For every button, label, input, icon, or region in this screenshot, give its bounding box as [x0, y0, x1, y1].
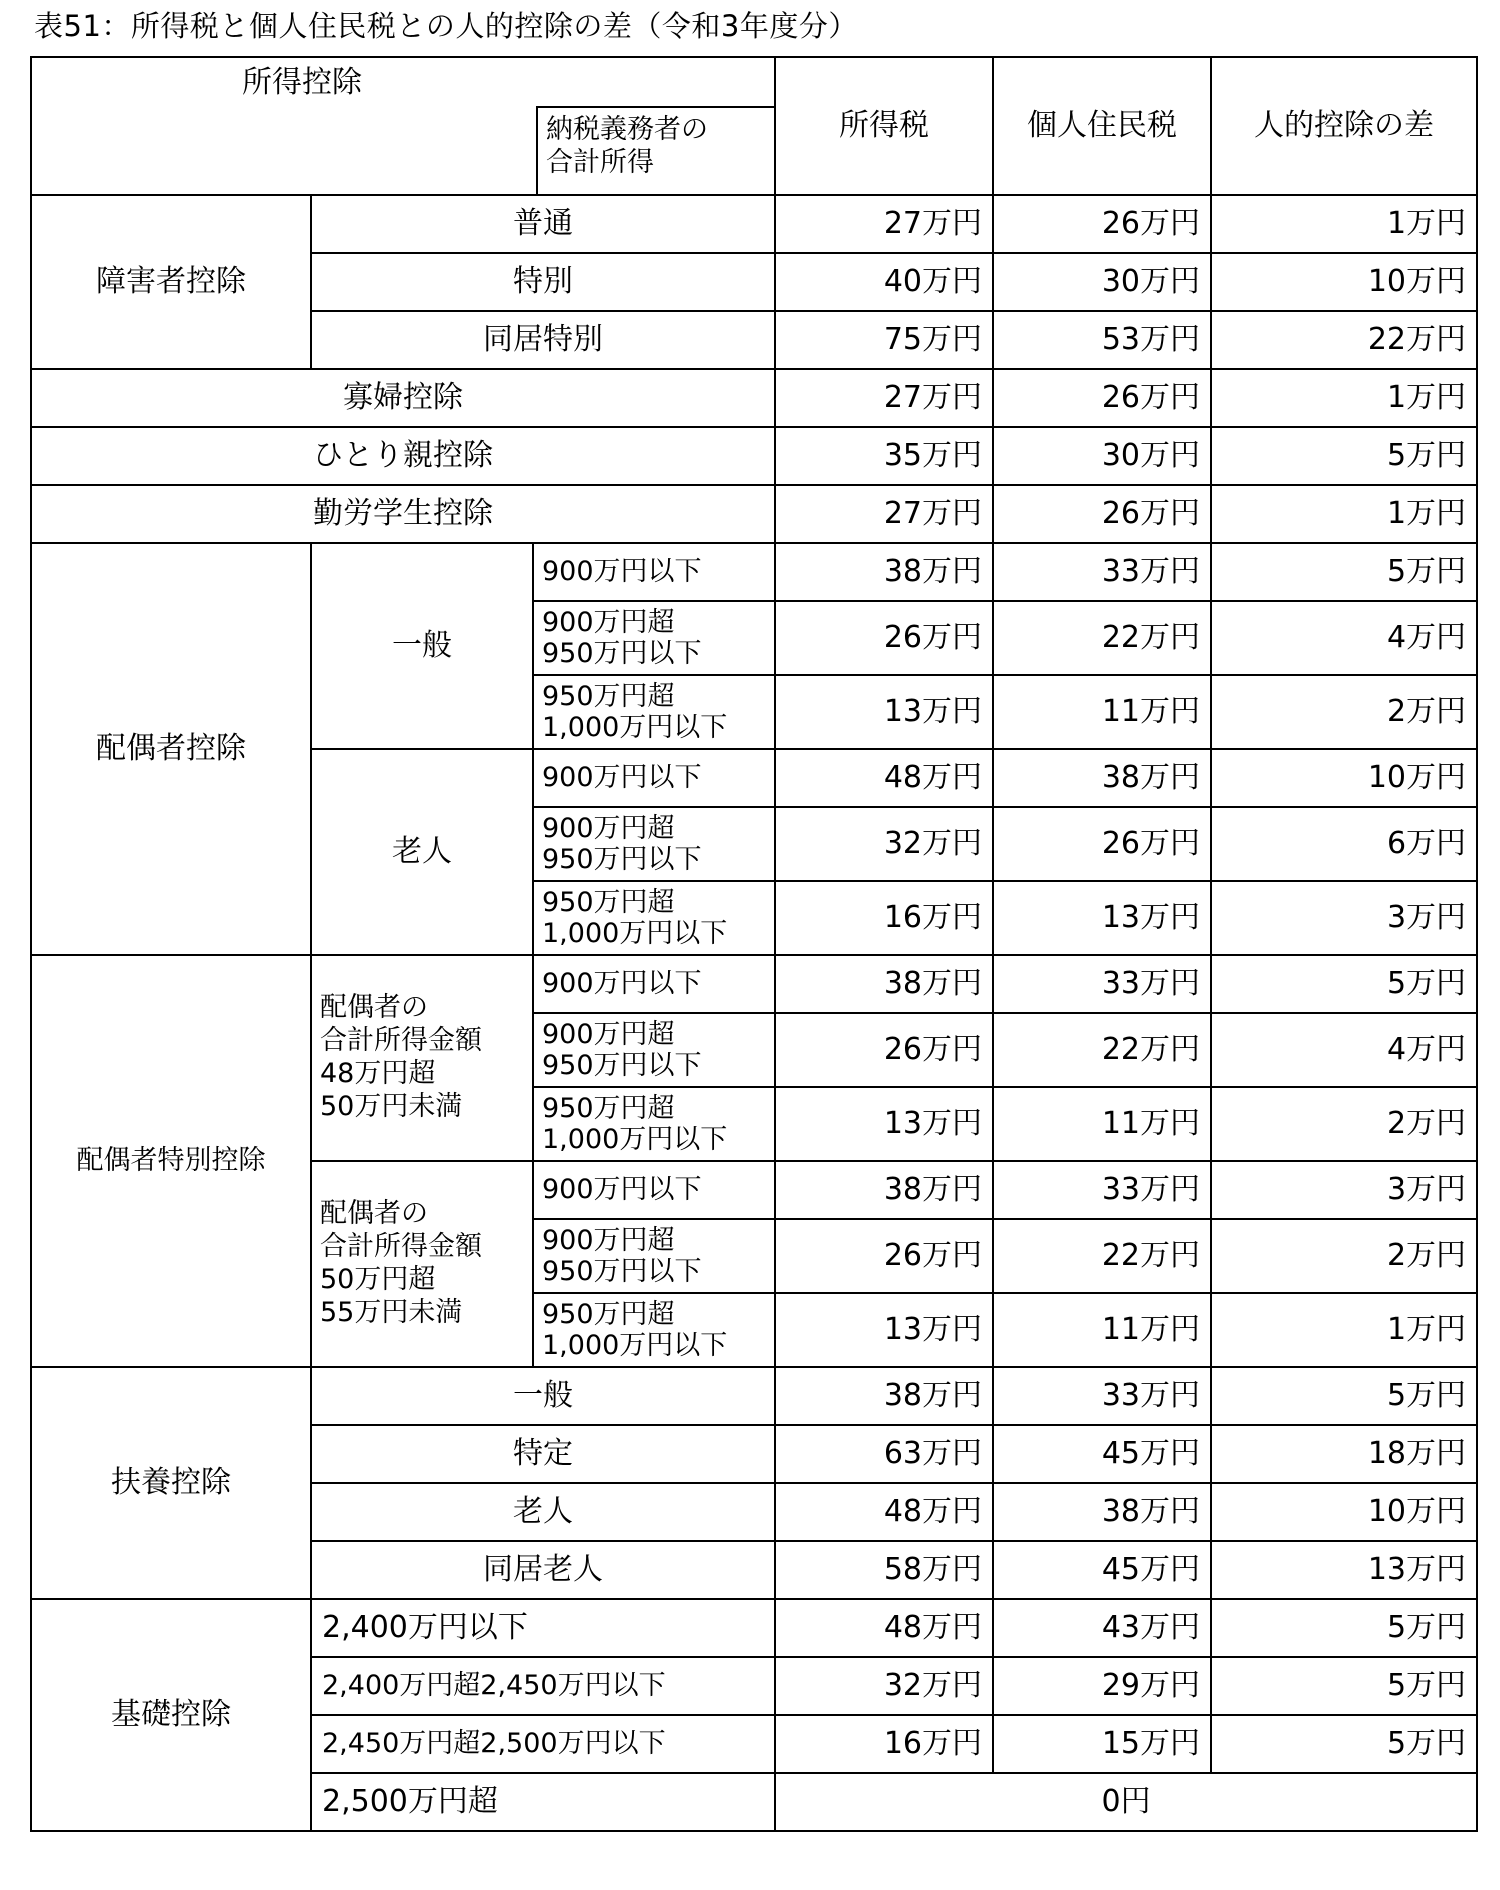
- resident-tax-cell: 11万円: [993, 1087, 1211, 1161]
- table-row: [31, 543, 1477, 601]
- row-label: 2,500万円超: [311, 1773, 775, 1831]
- row-group-label: 基礎控除: [31, 1599, 311, 1831]
- table-row: [31, 427, 1477, 485]
- resident-tax-cell: 26万円: [993, 807, 1211, 881]
- row-group-label: 配偶者特別控除: [31, 955, 311, 1367]
- row-subgroup-label: 配偶者の 合計所得金額 50万円超 55万円未満: [311, 1161, 533, 1367]
- income-tax-cell: 63万円: [775, 1425, 993, 1483]
- difference-cell: 2万円: [1211, 1087, 1477, 1161]
- difference-cell: 5万円: [1211, 543, 1477, 601]
- table-row: [31, 1367, 1477, 1425]
- income-tax-cell: 27万円: [775, 195, 993, 253]
- income-tax-cell: 27万円: [775, 369, 993, 427]
- row-label: 2,400万円以下: [311, 1599, 775, 1657]
- resident-tax-cell: 13万円: [993, 881, 1211, 955]
- header-resident-tax: 個人住民税: [993, 57, 1211, 195]
- difference-cell: 22万円: [1211, 311, 1477, 369]
- row-label: 2,450万円超2,500万円以下: [311, 1715, 775, 1773]
- difference-cell: 4万円: [1211, 1013, 1477, 1087]
- difference-cell: 5万円: [1211, 427, 1477, 485]
- header-taxpayer-income: 納税義務者の 合計所得: [536, 106, 776, 194]
- difference-cell: 6万円: [1211, 807, 1477, 881]
- income-range: 950万円超 1,000万円以下: [533, 1087, 775, 1161]
- row-group-label: 扶養控除: [31, 1367, 311, 1599]
- difference-cell: 5万円: [1211, 955, 1477, 1013]
- resident-tax-cell: 33万円: [993, 1367, 1211, 1425]
- resident-tax-cell: 53万円: [993, 311, 1211, 369]
- table-row: [31, 955, 1477, 1013]
- difference-cell: 5万円: [1211, 1715, 1477, 1773]
- income-tax-cell: 26万円: [775, 601, 993, 675]
- resident-tax-cell: 38万円: [993, 1483, 1211, 1541]
- difference-cell: 5万円: [1211, 1657, 1477, 1715]
- income-tax-cell: 38万円: [775, 1161, 993, 1219]
- difference-cell: 1万円: [1211, 485, 1477, 543]
- table-row: [31, 1599, 1477, 1657]
- income-tax-cell: 16万円: [775, 1715, 993, 1773]
- income-tax-cell: 13万円: [775, 1087, 993, 1161]
- income-range: 900万円以下: [533, 1161, 775, 1219]
- row-label: 寡婦控除: [31, 369, 775, 427]
- resident-tax-cell: 26万円: [993, 195, 1211, 253]
- difference-cell: 10万円: [1211, 749, 1477, 807]
- income-tax-cell: 48万円: [775, 749, 993, 807]
- row-label: 普通: [311, 195, 775, 253]
- income-range: 950万円超 1,000万円以下: [533, 675, 775, 749]
- income-tax-cell: 32万円: [775, 807, 993, 881]
- income-range: 900万円超 950万円以下: [533, 1219, 775, 1293]
- resident-tax-cell: 22万円: [993, 1013, 1211, 1087]
- header-row: [31, 57, 1477, 195]
- income-range: 900万円超 950万円以下: [533, 601, 775, 675]
- row-subgroup-label: 老人: [311, 749, 533, 955]
- income-range: 950万円超 1,000万円以下: [533, 881, 775, 955]
- income-tax-cell: 38万円: [775, 543, 993, 601]
- row-label: 老人: [311, 1483, 775, 1541]
- income-range: 900万円以下: [533, 749, 775, 807]
- income-tax-cell: 26万円: [775, 1013, 993, 1087]
- income-tax-cell: 13万円: [775, 1293, 993, 1367]
- difference-cell: 5万円: [1211, 1599, 1477, 1657]
- row-label: 同居老人: [311, 1541, 775, 1599]
- difference-cell: 5万円: [1211, 1367, 1477, 1425]
- row-label: 勤労学生控除: [31, 485, 775, 543]
- resident-tax-cell: 29万円: [993, 1657, 1211, 1715]
- resident-tax-cell: 15万円: [993, 1715, 1211, 1773]
- difference-cell: 3万円: [1211, 881, 1477, 955]
- resident-tax-cell: 11万円: [993, 1293, 1211, 1367]
- difference-cell: 10万円: [1211, 1483, 1477, 1541]
- difference-cell: 2万円: [1211, 675, 1477, 749]
- income-tax-cell: 75万円: [775, 311, 993, 369]
- header-deduction-cell: [31, 57, 775, 195]
- difference-cell: 2万円: [1211, 1219, 1477, 1293]
- resident-tax-cell: 26万円: [993, 369, 1211, 427]
- row-group-label: 配偶者控除: [31, 543, 311, 955]
- row-label: 2,400万円超2,450万円以下: [311, 1657, 775, 1715]
- income-tax-cell: 48万円: [775, 1483, 993, 1541]
- income-tax-cell: 35万円: [775, 427, 993, 485]
- resident-tax-cell: 30万円: [993, 253, 1211, 311]
- row-label: 同居特別: [311, 311, 775, 369]
- resident-tax-cell: 45万円: [993, 1425, 1211, 1483]
- row-label: 特定: [311, 1425, 775, 1483]
- difference-cell: 18万円: [1211, 1425, 1477, 1483]
- difference-cell: 10万円: [1211, 253, 1477, 311]
- row-label: ひとり親控除: [31, 427, 775, 485]
- difference-cell: 3万円: [1211, 1161, 1477, 1219]
- difference-cell: 1万円: [1211, 369, 1477, 427]
- income-range: 950万円超 1,000万円以下: [533, 1293, 775, 1367]
- resident-tax-cell: 33万円: [993, 1161, 1211, 1219]
- resident-tax-cell: 43万円: [993, 1599, 1211, 1657]
- difference-cell: 1万円: [1211, 195, 1477, 253]
- row-subgroup-label: 配偶者の 合計所得金額 48万円超 50万円未満: [311, 955, 533, 1161]
- page-title: 表51：所得税と個人住民税との人的控除の差（令和3年度分）: [34, 9, 858, 43]
- income-range: 900万円以下: [533, 543, 775, 601]
- resident-tax-cell: 22万円: [993, 1219, 1211, 1293]
- difference-cell: 4万円: [1211, 601, 1477, 675]
- income-tax-cell: 48万円: [775, 1599, 993, 1657]
- income-tax-cell: 40万円: [775, 253, 993, 311]
- income-tax-cell: 32万円: [775, 1657, 993, 1715]
- resident-tax-cell: 33万円: [993, 955, 1211, 1013]
- header-difference: 人的控除の差: [1211, 57, 1477, 195]
- header-income-tax: 所得税: [775, 57, 993, 195]
- resident-tax-cell: 45万円: [993, 1541, 1211, 1599]
- resident-tax-cell: 38万円: [993, 749, 1211, 807]
- income-range: 900万円超 950万円以下: [533, 807, 775, 881]
- income-tax-cell: 13万円: [775, 675, 993, 749]
- income-tax-cell: 27万円: [775, 485, 993, 543]
- income-tax-cell: 38万円: [775, 1367, 993, 1425]
- income-range: 900万円以下: [533, 955, 775, 1013]
- income-tax-cell: 26万円: [775, 1219, 993, 1293]
- difference-cell: 1万円: [1211, 1293, 1477, 1367]
- table-row: [31, 369, 1477, 427]
- resident-tax-cell: 26万円: [993, 485, 1211, 543]
- resident-tax-cell: 33万円: [993, 543, 1211, 601]
- deduction-comparison-table: [30, 56, 1478, 1832]
- income-tax-cell: 38万円: [775, 955, 993, 1013]
- difference-cell: 13万円: [1211, 1541, 1477, 1599]
- row-subgroup-label: 一般: [311, 543, 533, 749]
- header-deduction: 所得控除: [242, 65, 362, 100]
- table-row: [31, 485, 1477, 543]
- row-label: 一般: [311, 1367, 775, 1425]
- zero-value-cell: 0円: [775, 1773, 1477, 1831]
- row-label: 特別: [311, 253, 775, 311]
- resident-tax-cell: 11万円: [993, 675, 1211, 749]
- row-group-label: 障害者控除: [31, 195, 311, 369]
- resident-tax-cell: 22万円: [993, 601, 1211, 675]
- income-range: 900万円超 950万円以下: [533, 1013, 775, 1087]
- resident-tax-cell: 30万円: [993, 427, 1211, 485]
- income-tax-cell: 16万円: [775, 881, 993, 955]
- income-tax-cell: 58万円: [775, 1541, 993, 1599]
- table-row: [31, 195, 1477, 253]
